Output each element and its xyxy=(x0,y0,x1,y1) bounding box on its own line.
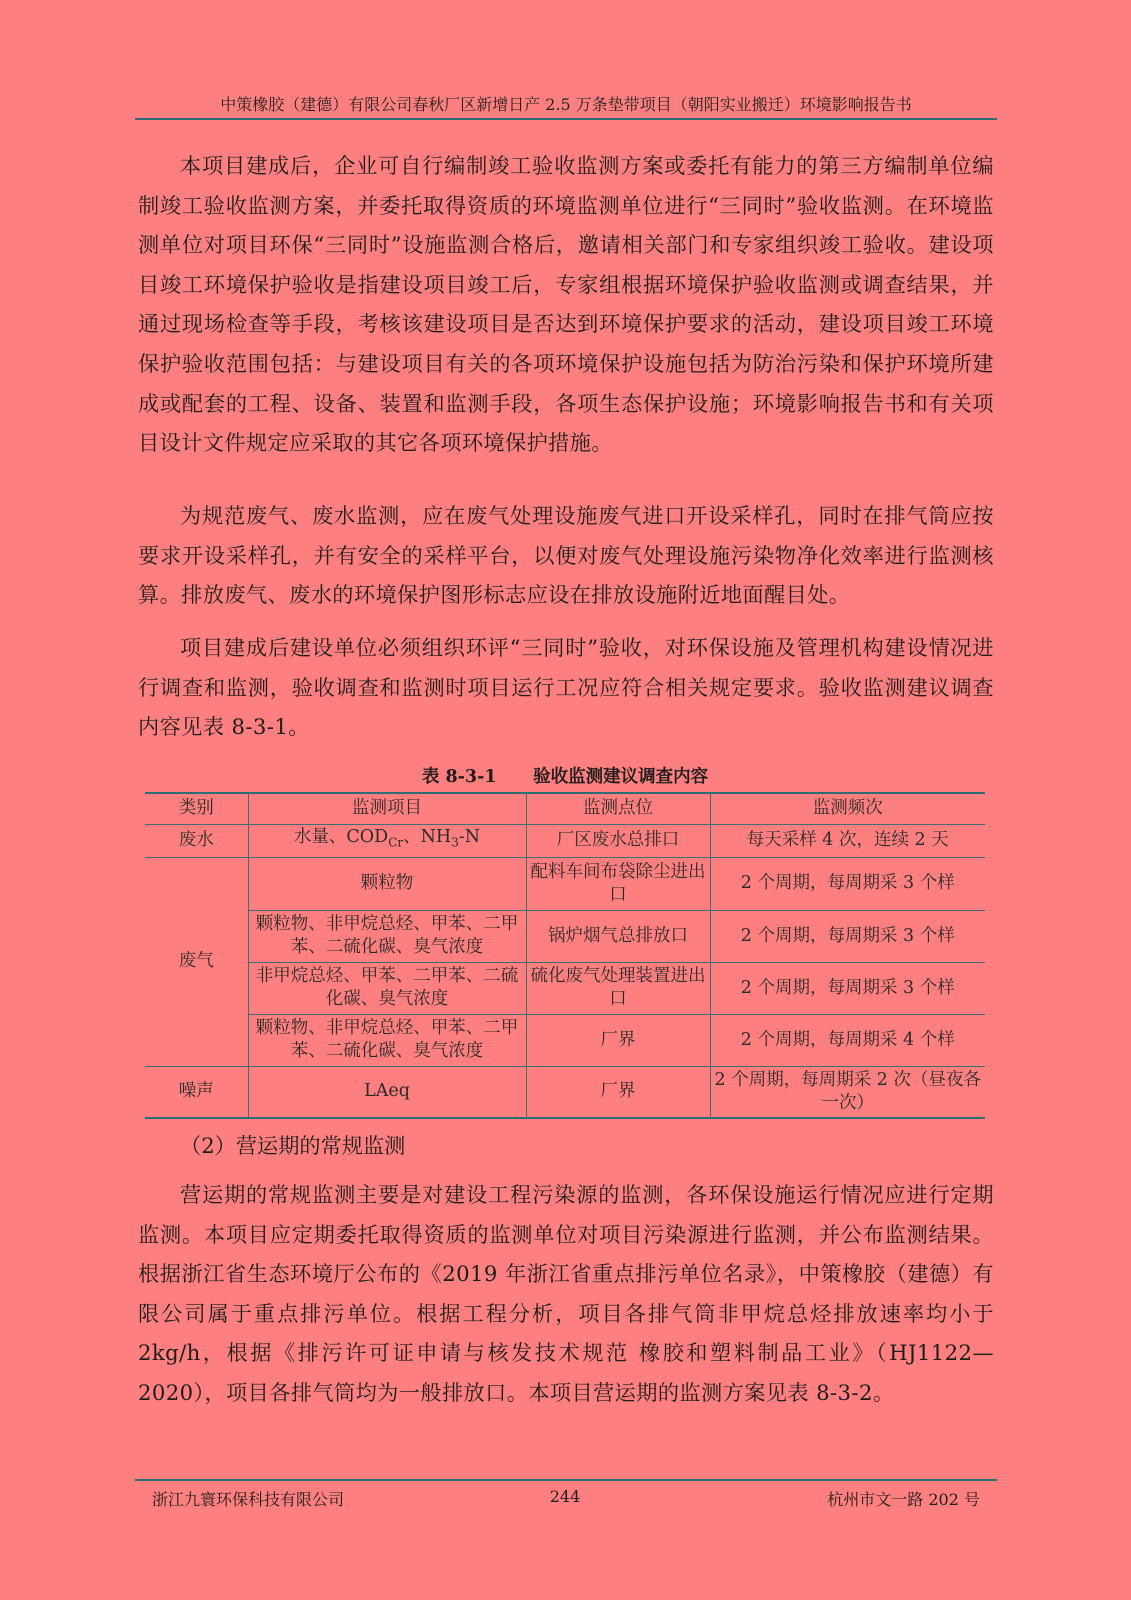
cell-item-text: -N xyxy=(458,827,481,848)
cell-item: 颗粒物 xyxy=(248,857,526,910)
cell-point: 锅炉烟气总排放口 xyxy=(526,910,710,962)
table-caption: 表 8-3-1 验收监测建议调查内容 xyxy=(421,767,709,787)
paragraph-text: 本项目建成后，企业可自行编制竣工验收监测方案或委托有能力的第三方编制单位编制竣工验收监测方案，并委托取得资质的环境监测单位进行“三同时”验收监测。在环境监测单位对项目环保“三同时”设施监测合格后，邀请相关部门和专家组织竣工验收。建设项目竣工环境保护验收是指建设项目竣工后，专家组根据环境保护验收监测或调查结果，并通过现场检查等手段，考核该建设项目是否达到环境保护要求的活动，建设项目竣工环境保护验收范围包括：与建设项目有关的各项环境保护设施包括为防治污染和保护环境所建成或配套的工程、设备、装置和监测手段，各项生态保护设施；环境影响报告书和有关项目设计文件规定应采取的其它各项环境保护措施。 xyxy=(138,153,994,456)
cell-item-text: 、NH xyxy=(403,827,452,848)
cell-category: 噪声 xyxy=(145,1066,248,1118)
cell-frequency: 2 个周期，每周期采 4 个样 xyxy=(710,1014,985,1066)
cell-item-text: 水量、COD xyxy=(293,827,389,848)
cell-item: 颗粒物、非甲烷总烃、甲苯、二甲苯、二硫化碳、臭气浓度 xyxy=(248,910,526,962)
table-header-row xyxy=(145,793,985,824)
paragraph-text: 营运期的常规监测主要是对建设工程污染源的监测，各环保设施运行情况应进行定期监测。本项目应定期委托取得资质的监测单位对项目污染源进行监测，并公布监测结果。根据浙江省生态环境厅公布的《2019 年浙江省重点排污单位名录》，中策橡胶（建德）有限公司属于重点排污单位。根据工程分析，项目各排气筒非甲烷总烃排放速率均小于 2kg/h，根据《排污许可证申请与核发技术规范 橡胶和塑料制品工业》（HJ1122—2020），项目各排气筒均为一般排放口。本项目营运期的监测方案见表 8-3-2。 xyxy=(138,1182,994,1405)
cell-frequency: 2 个周期，每周期采 2 次（昼夜各一次） xyxy=(710,1066,985,1118)
cell-point: 厂界 xyxy=(526,1014,710,1066)
header-point: 监测点位 xyxy=(526,793,710,824)
header-rule xyxy=(135,118,997,120)
table-row xyxy=(145,857,985,910)
cell-point: 厂区废水总排口 xyxy=(526,824,710,857)
table-row xyxy=(145,1066,985,1118)
page-number: 244 xyxy=(549,1487,581,1506)
cell-item: LAeq xyxy=(248,1066,526,1118)
cell-item-subscript: Cr xyxy=(388,835,404,850)
cell-item-subscript: 3 xyxy=(451,835,459,850)
table-row xyxy=(145,910,985,962)
paragraph-text: 为规范废气、废水监测，应在废气处理设施废气进口开设采样孔，同时在排气筒应按要求开设采样孔，并有安全的采样平台，以便对废气处理设施污染物净化效率进行监测核算。排放废气、废水的环境保护图形标志应设在排放设施附近地面醒目处。 xyxy=(138,503,994,608)
footer-address: 杭州市文一路 202 号 xyxy=(827,1490,980,1509)
paragraph-text: 项目建成后建设单位必须组织环评“三同时”验收，对环保设施及管理机构建设情况进行调查和监测，验收调查和监测时项目运行工况应符合相关规定要求。验收监测建议调查内容见表 8-3-1。 xyxy=(138,635,994,740)
paragraph-sampling-ports xyxy=(138,496,994,615)
cell-point: 厂界 xyxy=(526,1066,710,1118)
footer-rule xyxy=(135,1479,997,1481)
header-category: 类别 xyxy=(145,793,248,824)
header-item: 监测项目 xyxy=(248,793,526,824)
cell-frequency: 每天采样 4 次，连续 2 天 xyxy=(710,824,985,857)
monitoring-table xyxy=(145,792,985,1119)
cell-point: 配料车间布袋除尘进出口 xyxy=(526,857,710,910)
cell-point: 硫化废气处理装置进出口 xyxy=(526,962,710,1014)
cell-frequency: 2 个周期，每周期采 3 个样 xyxy=(710,910,985,962)
paragraph-routine-monitoring xyxy=(138,1175,994,1413)
cell-item: 颗粒物、非甲烷总烃、甲苯、二甲苯、二硫化碳、臭气浓度 xyxy=(248,1014,526,1066)
footer-company: 浙江九寰环保科技有限公司 xyxy=(152,1490,345,1509)
page-header: 中策橡胶（建德）有限公司春秋厂区新增日产 2.5 万条垫带项目（朝阳实业搬迁）环境影响报告书 xyxy=(220,95,912,114)
cell-category: 废水 xyxy=(145,824,248,857)
cell-frequency: 2 个周期，每周期采 3 个样 xyxy=(710,962,985,1014)
section-subheading: （2）营运期的常规监测 xyxy=(180,1133,406,1158)
paragraph-three-simultaneous xyxy=(138,628,994,747)
table-row xyxy=(145,1014,985,1066)
header-frequency: 监测频次 xyxy=(710,793,985,824)
cell-category: 废气 xyxy=(145,857,248,1066)
table-row xyxy=(145,824,985,857)
cell-item xyxy=(248,824,526,857)
cell-item: 非甲烷总烃、甲苯、二甲苯、二硫化碳、臭气浓度 xyxy=(248,962,526,1014)
paragraph-acceptance-overview xyxy=(138,146,994,463)
cell-frequency: 2 个周期，每周期采 3 个样 xyxy=(710,857,985,910)
table-row xyxy=(145,962,985,1014)
